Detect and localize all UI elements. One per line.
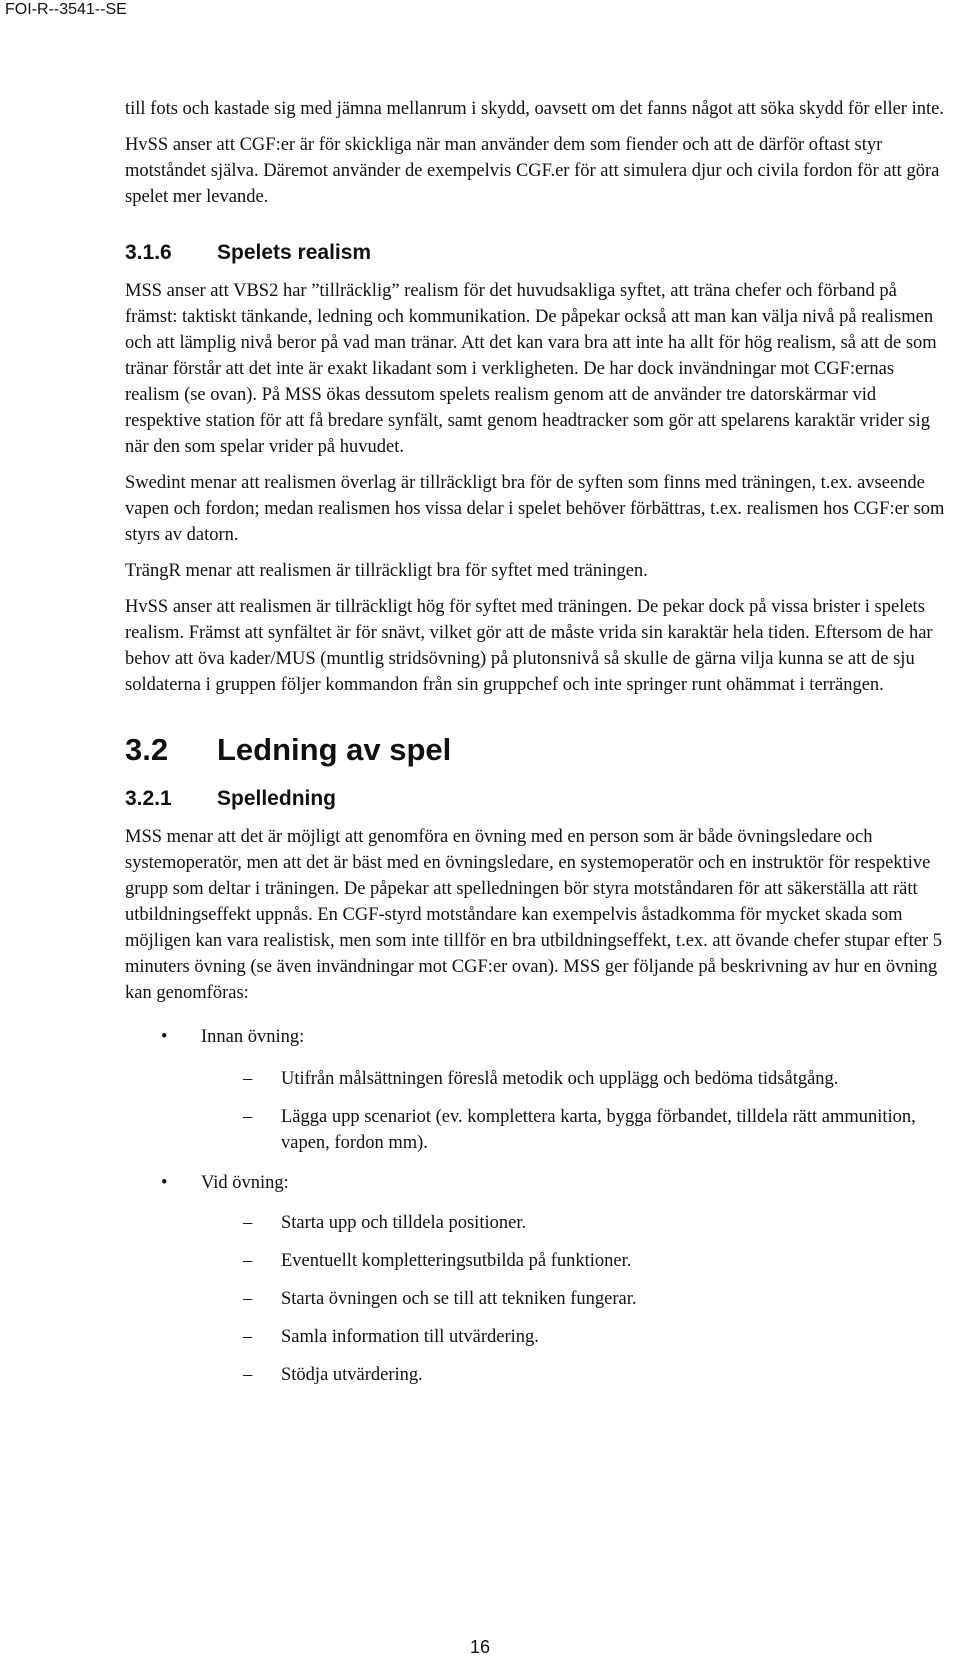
list-item-text: Starta upp och tilldela positioner. [281,1213,527,1233]
bullet-icon: • [161,1173,168,1193]
list-item [125,1324,945,1350]
section-heading-3-2 [125,732,945,768]
document-id: FOI-R--3541--SE [5,1,127,18]
section-heading-3-2-1 [125,786,945,812]
list-item [125,1170,945,1196]
list-item-label: Vid övning: [201,1173,289,1193]
dash-icon: – [243,1107,253,1127]
dash-icon: – [243,1289,253,1309]
section-number: 3.2 [125,732,169,767]
section-title: Spelledning [217,787,337,810]
paragraph: Swedint menar att realismen överlag är tillräckligt bra för de syften som finns med träningen, t.ex. avseende vapen och fordon; medan realismen hos vissa delar i spelet behöver förbättras, t.ex. realismen hos CGF:er som styrs av datorn. [125,473,945,545]
section-title: Spelets realism [217,241,372,264]
list-item [125,1286,945,1312]
page-content [125,96,945,1388]
dash-icon: – [243,1069,253,1089]
dash-icon: – [243,1213,253,1233]
list-item [125,1104,945,1156]
dash-icon: – [243,1327,253,1347]
paragraph: MSS menar att det är möjligt att genomföra en övning med en person som är både övningsledare och systemoperatör, men att det är bäst med en övningsledare, en systemoperatör och en instruktör för respektive grupp som deltar i träningen. De påpekar att spelledningen bör styra motståndaren för att säkerställa att rätt utbildningseffekt uppnås. En CGF-styrd motståndare kan exempelvis åstadkomma för mycket skada som möjligen kan vara realistisk, men som inte tillför en bra utbildningseffekt, t.ex. att övande chefer stupar efter 5 minuters övning (se även invändningar mot CGF:er ovan). MSS ger följande på beskrivning av hur en övning kan genomföras: [125,827,942,1003]
dash-icon: – [243,1365,253,1385]
paragraph: HvSS anser att CGF:er är för skickliga när man använder dem som fiender och att de därför oftast styr motståndet själva. Däremot använder de exempelvis CGF.er för att simulera djur och civila fordon för att göra spelet mer levande. [125,135,940,207]
list-item [125,1066,945,1092]
paragraph: till fots och kastade sig med jämna mellanrum i skydd, oavsett om det fanns något att söka skydd för eller inte. [125,99,944,119]
list-item-text: Utifrån målsättningen föreslå metodik och upplägg och bedöma tidsåtgång. [281,1069,839,1089]
list-item-text: Samla information till utvärdering. [281,1327,539,1347]
paragraph: TrängR menar att realismen är tillräckligt bra för syftet med träningen. [125,561,648,581]
list-item-text: Starta övningen och se till att tekniken fungerar. [281,1289,637,1309]
list-item-text: Stödja utvärdering. [281,1365,423,1385]
page-number: 16 [469,1637,491,1657]
list-item [125,1210,945,1236]
dash-icon: – [243,1251,253,1271]
paragraph: HvSS anser att realismen är tillräckligt hög för syftet med träningen. De pekar dock på vissa brister i spelets realism. Främst att synfältet är för snävt, vilket gör att de måste vrida sin karaktär hela tiden. Eftersom de har behov att öva kader/MUS (muntlig stridsövning) på plutonsnivå så skulle de gärna vilja kunna se att de sju soldaterna i gruppen följer kommandon från sin gruppchef och inte springer runt ohämmat i terrängen. [125,597,933,695]
list-item [125,1362,945,1388]
bullet-icon: • [161,1027,168,1047]
list-item [125,1024,945,1050]
list-item [125,1248,945,1274]
section-heading-3-1-6 [125,240,945,266]
section-number: 3.2.1 [125,787,172,810]
paragraph: MSS anser att VBS2 har ”tillräcklig” realism för det huvudsakliga syftet, att träna chefer och förband på främst: taktiskt tänkande, ledning och kommunikation. De påpekar också att man kan välja nivå på realismen och att lämplig nivå beror på vad man tränar. Att det kan vara bra att inte ha allt för hög realism, så att de som tränar förstår att det inte är exakt likadant som i verkligheten. De har dock invändningar mot CGF:ernas realism (se ovan). På MSS ökas dessutom spelets realism genom att de använder tre datorskärmar vid respektive station för att få bredare synfält, samt genom headtracker som gör att spelarens karaktär vrider sig när den som spelar vrider på huvudet. [125,281,937,457]
section-number: 3.1.6 [125,241,172,264]
section-title: Ledning av spel [217,732,452,767]
list-item-text: Eventuellt kompletteringsutbilda på funktioner. [281,1251,632,1271]
list-item-text: Lägga upp scenariot (ev. komplettera karta, bygga förbandet, tilldela rätt ammunition, vapen, fordon mm). [281,1107,916,1153]
list-item-label: Innan övning: [201,1027,305,1047]
